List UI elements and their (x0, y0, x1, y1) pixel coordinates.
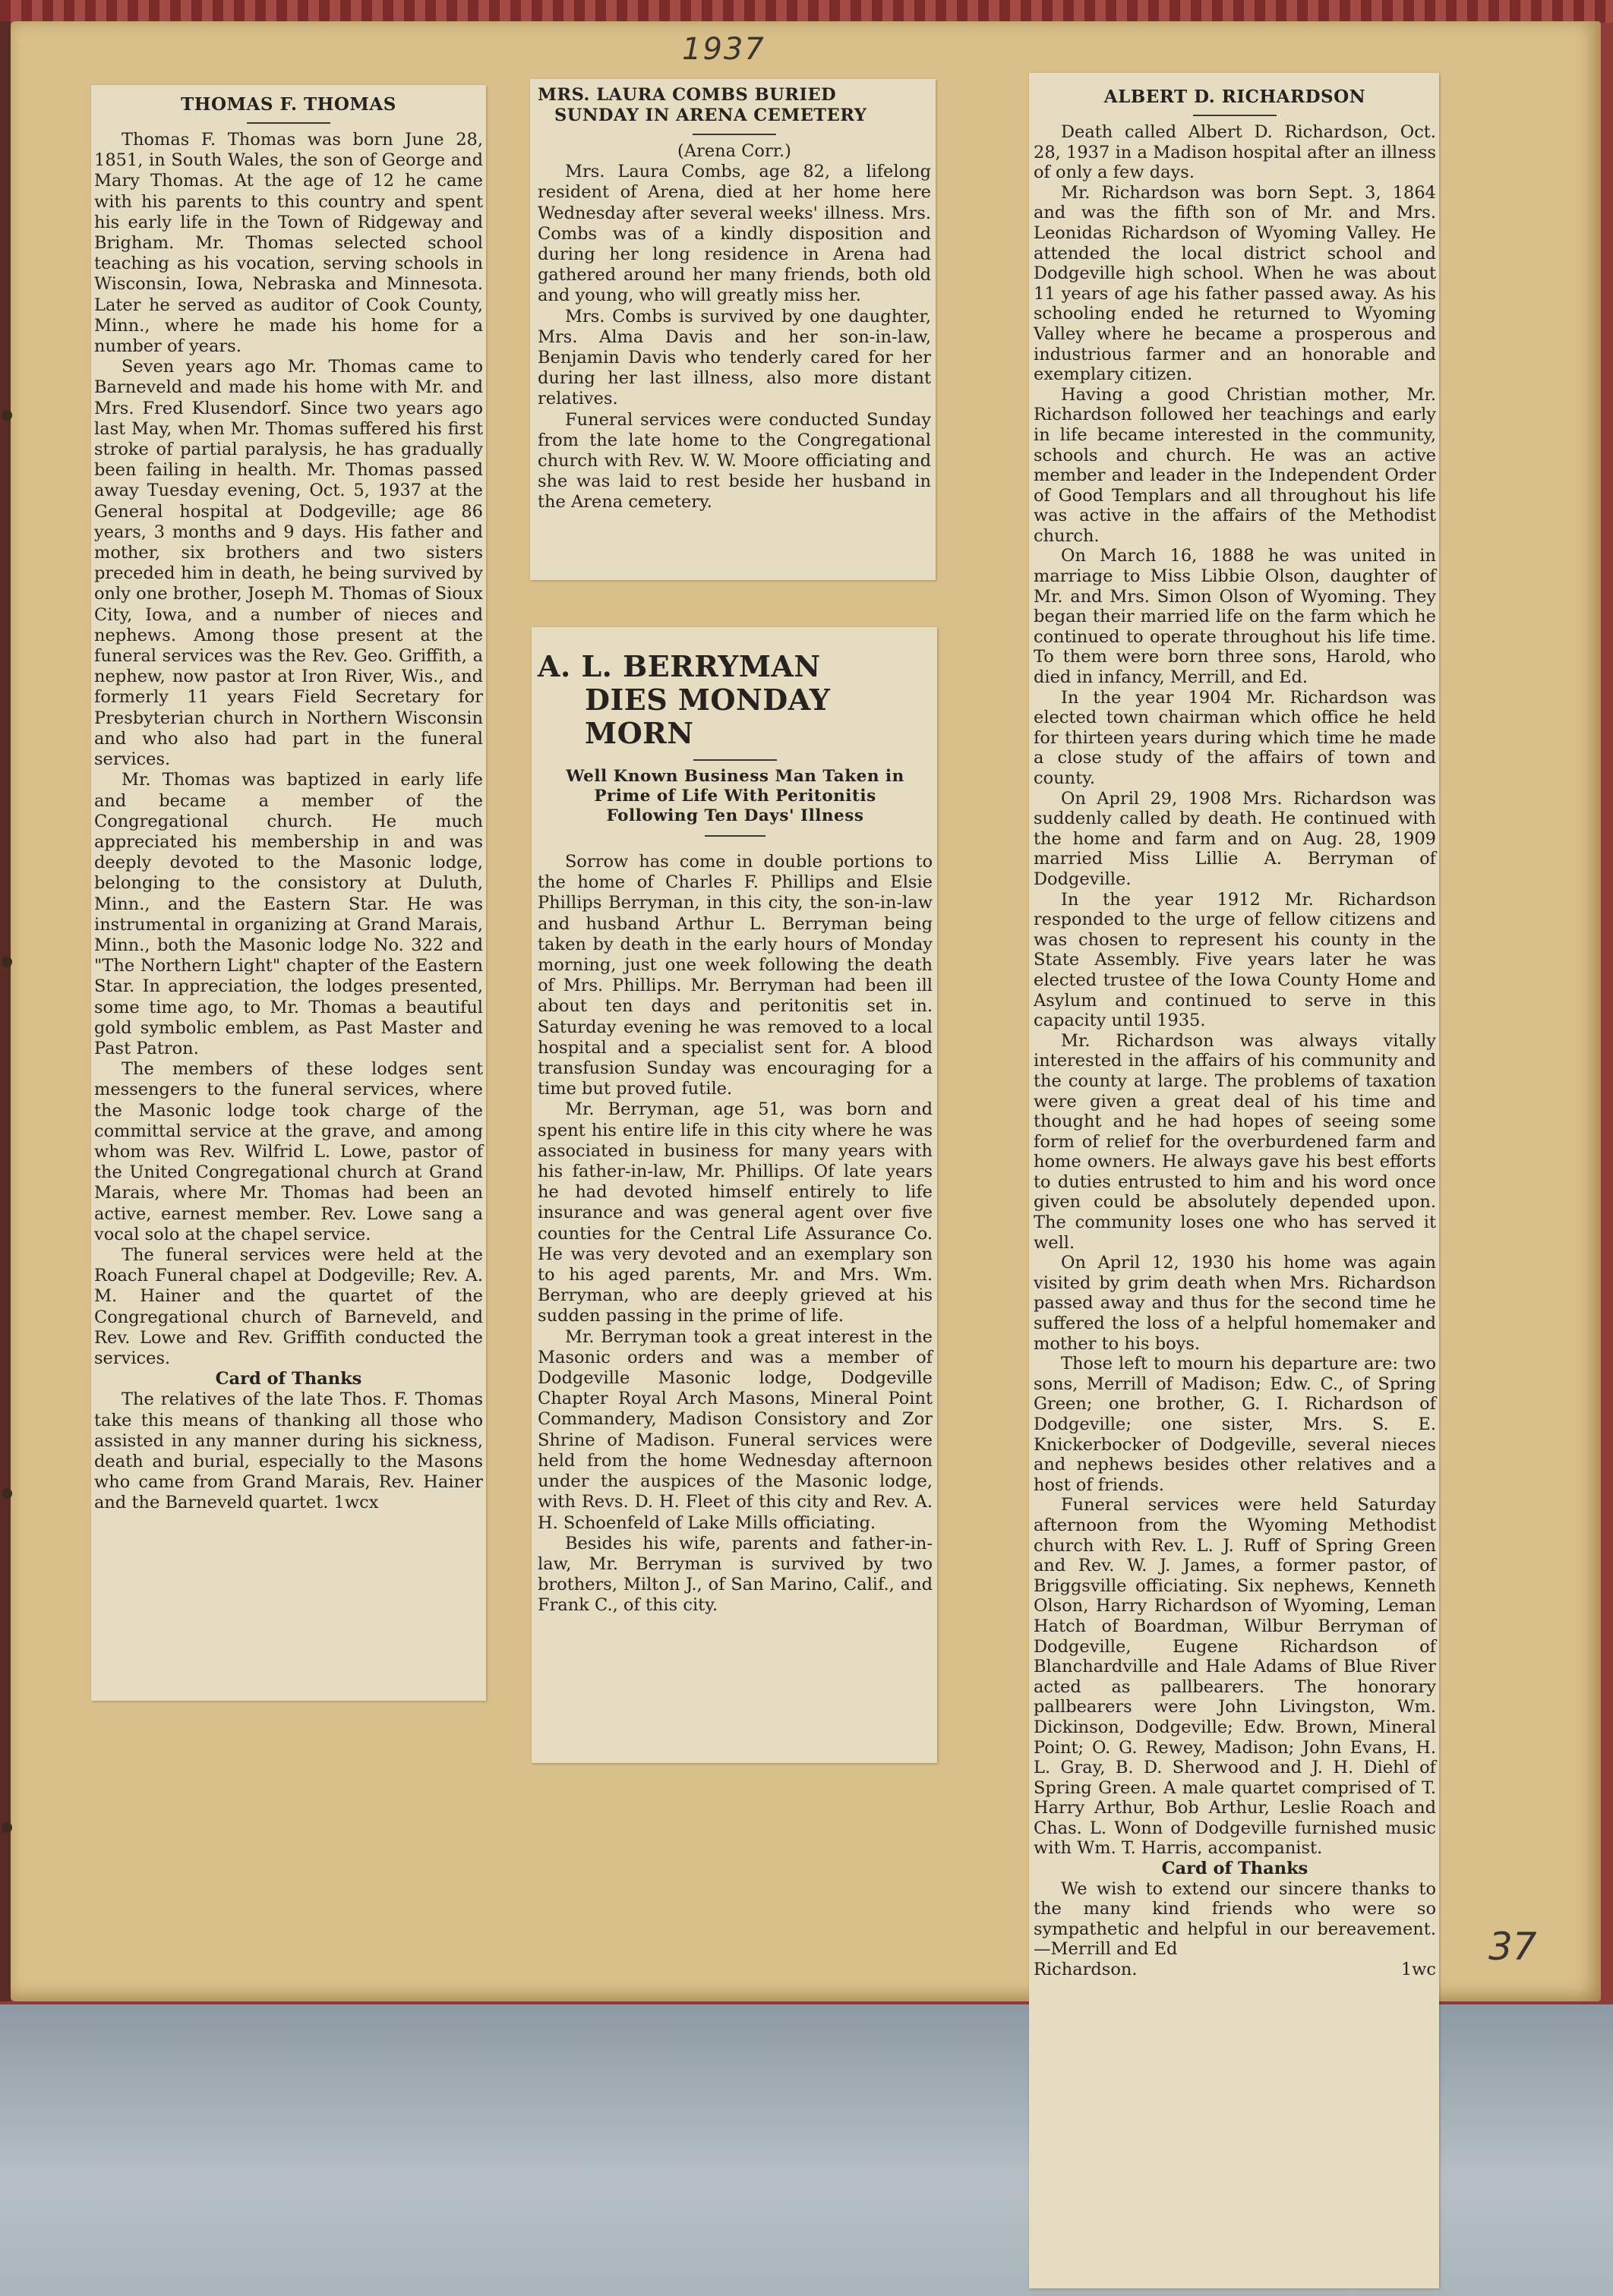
paragraph: In the year 1912 Mr. Richardson responded to the urge of fellow citizens and was chosen to represent his county in the State Assembly. Five years later he was elected trustee of the Iowa County Home and Asylum and continued to serve in this capacity until 1935. (1034, 889, 1436, 1031)
clipping-combs-obituary (530, 79, 936, 580)
paragraph: Besides his wife, parents and father-in-law, Mr. Berryman is survived by two brothers, Milton J., of San Marino, Calif., and Frank C., of this city. (538, 1533, 933, 1616)
article-body (1034, 122, 1436, 1980)
headline: MRS. LAURA COMBS BURIED SUNDAY IN ARENA CEMETERY (538, 85, 867, 125)
paragraph: Mr. Richardson was always vitally interested in the affairs of his community and the county at large. The problems of taxation were given a great deal of his time and thought and he had hopes of seeing some form of relief for the overburdened farm and home owners. He always gave his best efforts to duties entrusted to him and his word once given could be absolutely depended upon. The community loses one who has served it well. (1034, 1030, 1436, 1253)
paragraph: Death called Albert D. Richardson, Oct. 28, 1937 in a Madison hospital after an illness of only a few days. (1034, 122, 1436, 183)
divider (247, 122, 330, 124)
clipping-berryman-obituary (532, 627, 937, 1763)
handwritten-year: 1937 (682, 32, 765, 67)
paragraph: In the year 1904 Mr. Richardson was elected town chairman which office he held for thirteen years during which time he made a close study of the affairs of town and county. (1034, 687, 1436, 788)
paragraph: Those left to mourn his departure are: two sons, Merrill of Madison; Edw. C., of Spring Green; one brother, G. I. Richardson of Dodgeville; one sister, Mrs. S. E. Knickerbocker of Dodgeville, several nieces and nephews besides other relatives and a host of friends. (1034, 1354, 1436, 1495)
divider (705, 835, 765, 837)
paragraph: The funeral services were held at the Roach Funeral chapel at Dodgeville; Rev. A. M. Hainer and the quartet of the Congregational church of Barneveld, and Rev. Lowe and Rev. Griffith conducted the services. (94, 1244, 483, 1368)
handwritten-page-number: 37 (1488, 1925, 1537, 1969)
paragraph: Mrs. Laura Combs, age 82, a lifelong resident of Arena, died at her home here Wednesday after several weeks' illness. Mrs. Combs was of a kindly disposition and during her long residence in Arena had gathered around her many friends, both old and young, who will greatly miss her. (538, 162, 931, 306)
card-of-thanks-signoff (1034, 1960, 1436, 1980)
paragraph: Having a good Christian mother, Mr. Richardson followed her teachings and early in life became interested in the community, schools and church. He was an active member and leader in the Independent Order of Good Templars and all throughout his life was active in the affairs of the Methodist church. (1034, 384, 1436, 546)
clipping-richardson-obituary (1029, 73, 1439, 2288)
binding-hole (2, 410, 12, 421)
classified-code: 1wc (1400, 1960, 1436, 1980)
article-body (538, 852, 933, 1616)
card-of-thanks-text: We wish to extend our sincere thanks to the many kind friends who were so sympathetic and helpful in our bereavement.—Merrill and Ed (1034, 1878, 1436, 1960)
card-of-thanks-text: The relatives of the late Thos. F. Thomas take this means of thanking all those who assisted in any manner during his sickness, death and burial, especially to the Masons who came from Grand Marais, Rev. Hainer and the Barneveld quartet. 1wcx (94, 1389, 483, 1513)
paragraph: Thomas F. Thomas was born June 28, 1851, in South Wales, the son of George and Mary Thomas. At the age of 12 he came with his parents to this country and spent his early life in the Town of Ridgeway and Brigham. Mr. Thomas selected school teaching as his vocation, serving schools in Wisconsin, Iowa, Nebraska and Minnesota. Later he served as auditor of Cook County, Minn., where he made his home for a number of years. (94, 130, 483, 357)
paragraph: The members of these lodges sent messengers to the funeral services, where the Masonic lodge took charge of the committal service at the grave, and among whom was Rev. Wilfrid L. Lowe, pastor of the United Congregational church at Grand Marais, where Mr. Thomas had been an active, earnest member. Rev. Lowe sang a vocal solo at the chapel service. (94, 1059, 483, 1244)
paragraph: On April 29, 1908 Mrs. Richardson was suddenly called by death. He continued with the home and farm and on Aug. 28, 1909 married Miss Lillie A. Berryman of Dodgeville. (1034, 788, 1436, 889)
divider (693, 759, 777, 761)
divider (1193, 115, 1277, 116)
paragraph: Funeral services were held Saturday afternoon from the Wyoming Methodist church with Rev. L. J. Ruff of Spring Green and Rev. W. J. James, a former pastor, of Briggsville officiating. Six nephews, Kenneth Olson, Harry Richardson of Wyoming, Leman Hatch of Boardman, Wilbur Berryman of Dodgeville, Eugene Richardson of Blanchardville and Hale Adams of Blue River acted as pallbearers. The honorary pallbearers were John Livingston, Wm. Dickinson, Dodgeville; Edw. Brown, Mineral Point; O. G. Rewey, Madison; John Evans, H. L. Gray, B. D. Sherwood and J. H. Diehl of Spring Green. A male quartet comprised of T. Harry Arthur, Bob Arthur, Leslie Roach and Chas. L. Wonn of Dodgeville furnished music with Wm. T. Harris, accompanist. (1034, 1495, 1436, 1859)
paragraph: Mr. Richardson was born Sept. 3, 1864 and was the fifth son of Mr. and Mrs. Leonidas Richardson of Wyoming Valley. He attended the local district school and Dodgeville high school. When he was about 11 years of age his father passed away. As his schooling ended he returned to Wyoming Valley where he became a prosperous and industrious farmer and an honorable and exemplary citizen. (1034, 182, 1436, 385)
binding-hole (2, 957, 12, 967)
paragraph: On April 12, 1930 his home was again visited by grim death when Mrs. Richardson passed away and thus for the second time he suffered the loss of a helpful homemaker and mother to his boys. (1034, 1253, 1436, 1354)
red-fabric-backdrop (0, 0, 1613, 23)
headline: A. L. BERRYMAN DIES MONDAY MORN (538, 649, 831, 750)
paragraph: Mr. Berryman, age 51, was born and spent his entire life in this city where he was associated in business for many years with his father-in-law, Mr. Phillips. Of late years he had devoted himself entirely to life insurance and was general agent over five counties for the Central Life Assurance Co. He was very devoted and an exemplary son to his aged parents, Mr. and Mrs. Wm. Berryman, who are deeply grieved at his sudden passing in the prime of life. (538, 1099, 933, 1326)
binding-hole (2, 1822, 12, 1833)
paragraph: Sorrow has come in double portions to the home of Charles F. Phillips and Elsie Phillips Berryman, in this city, the son-in-law and husband Arthur L. Berryman being taken by death in the early hours of Monday morning, just one week following the death of Mrs. Phillips. Mr. Berryman had been ill about ten days and peritonitis set in. Saturday evening he was removed to a local hospital and a specialist sent for. A blood transfusion Sunday was encouraging for a time but proved futile. (538, 852, 933, 1099)
card-of-thanks-heading: Card of Thanks (1161, 1859, 1308, 1879)
paragraph: Mr. Thomas was baptized in early life and became a member of the Congregational church. He much appreciated his membership in and was deeply devoted to the Masonic lodge, belonging to the consistory at Duluth, Minn., and the Eastern Star. He was instrumental in organizing at Grand Marais, Minn., both the Masonic lodge No. 322 and "The Northern Light" chapter of the Eastern Star. In appreciation, the lodges presented, some time ago, to Mr. Thomas a beautiful gold symbolic emblem, as Past Master and Past Patron. (94, 770, 483, 1058)
headline: THOMAS F. THOMAS (181, 94, 396, 115)
paragraph: On March 16, 1888 he was united in marriage to Miss Libbie Olson, daughter of Mr. and Mrs. Simon Olson of Wyoming. They began their married life on the farm which he continued to operate throughout his life time. To them were born three sons, Harold, who died in infancy, Merrill, and Ed. (1034, 546, 1436, 688)
paragraph: Seven years ago Mr. Thomas came to Barneveld and made his home with Mr. and Mrs. Fred Klusendorf. Since two years ago last May, when Mr. Thomas suffered his first stroke of partial paralysis, he has gradually been failing in health. Mr. Thomas passed away Tuesday evening, Oct. 5, 1937 at the General hospital at Dodgeville; age 86 years, 3 months and 9 days. His father and mother, six brothers and two sisters preceded him in death, he being survived by only one brother, Joseph M. Thomas of Sioux City, Iowa, and a number of nieces and nephews. Among those present at the funeral services was the Rev. Geo. Griffith, a nephew, now pastor at Iron River, Wis., and formerly 11 years Field Secretary for Presbyterian church in Northern Wisconsin and who also had part in the funeral services. (94, 357, 483, 770)
correspondent-line: (Arena Corr.) (677, 141, 791, 161)
subheadline: Well Known Business Man Taken in Prime of Life With Peritonitis Following Ten Days' Illness (566, 767, 904, 825)
classified-code: 1wcx (333, 1493, 379, 1513)
clipping-thomas-obituary (91, 85, 486, 1701)
paragraph: Mr. Berryman took a great interest in the Masonic orders and was a member of Dodgeville Masonic lodge, Dodgeville Chapter Royal Arch Masons, Mineral Point Commandery, Madison Consistory and Zor Shrine of Madison. Funeral services were held from the home Wednesday afternoon under the auspices of the Masonic lodge, with Revs. D. H. Fleet of this city and Rev. A. H. Schoenfeld of Lake Mills officiating. (538, 1326, 933, 1533)
paragraph: Mrs. Combs is survived by one daughter, Mrs. Alma Davis and her son-in-law, Benjamin Davis who tenderly cared for her during her last illness, also more distant relatives. (538, 306, 931, 409)
article-body (94, 130, 483, 1514)
card-of-thanks-heading: Card of Thanks (215, 1369, 362, 1389)
paragraph: Funeral services were conducted Sunday from the late home to the Congregational church with Rev. W. W. Moore officiating and she was laid to rest beside her husband in the Arena cemetery. (538, 409, 931, 512)
article-body (538, 141, 931, 513)
divider (693, 134, 776, 135)
signoff-name: Richardson. (1034, 1960, 1138, 1980)
headline: ALBERT D. RICHARDSON (1103, 87, 1366, 107)
binding-hole (2, 1488, 12, 1499)
scrapbook-binding (0, 21, 11, 2001)
